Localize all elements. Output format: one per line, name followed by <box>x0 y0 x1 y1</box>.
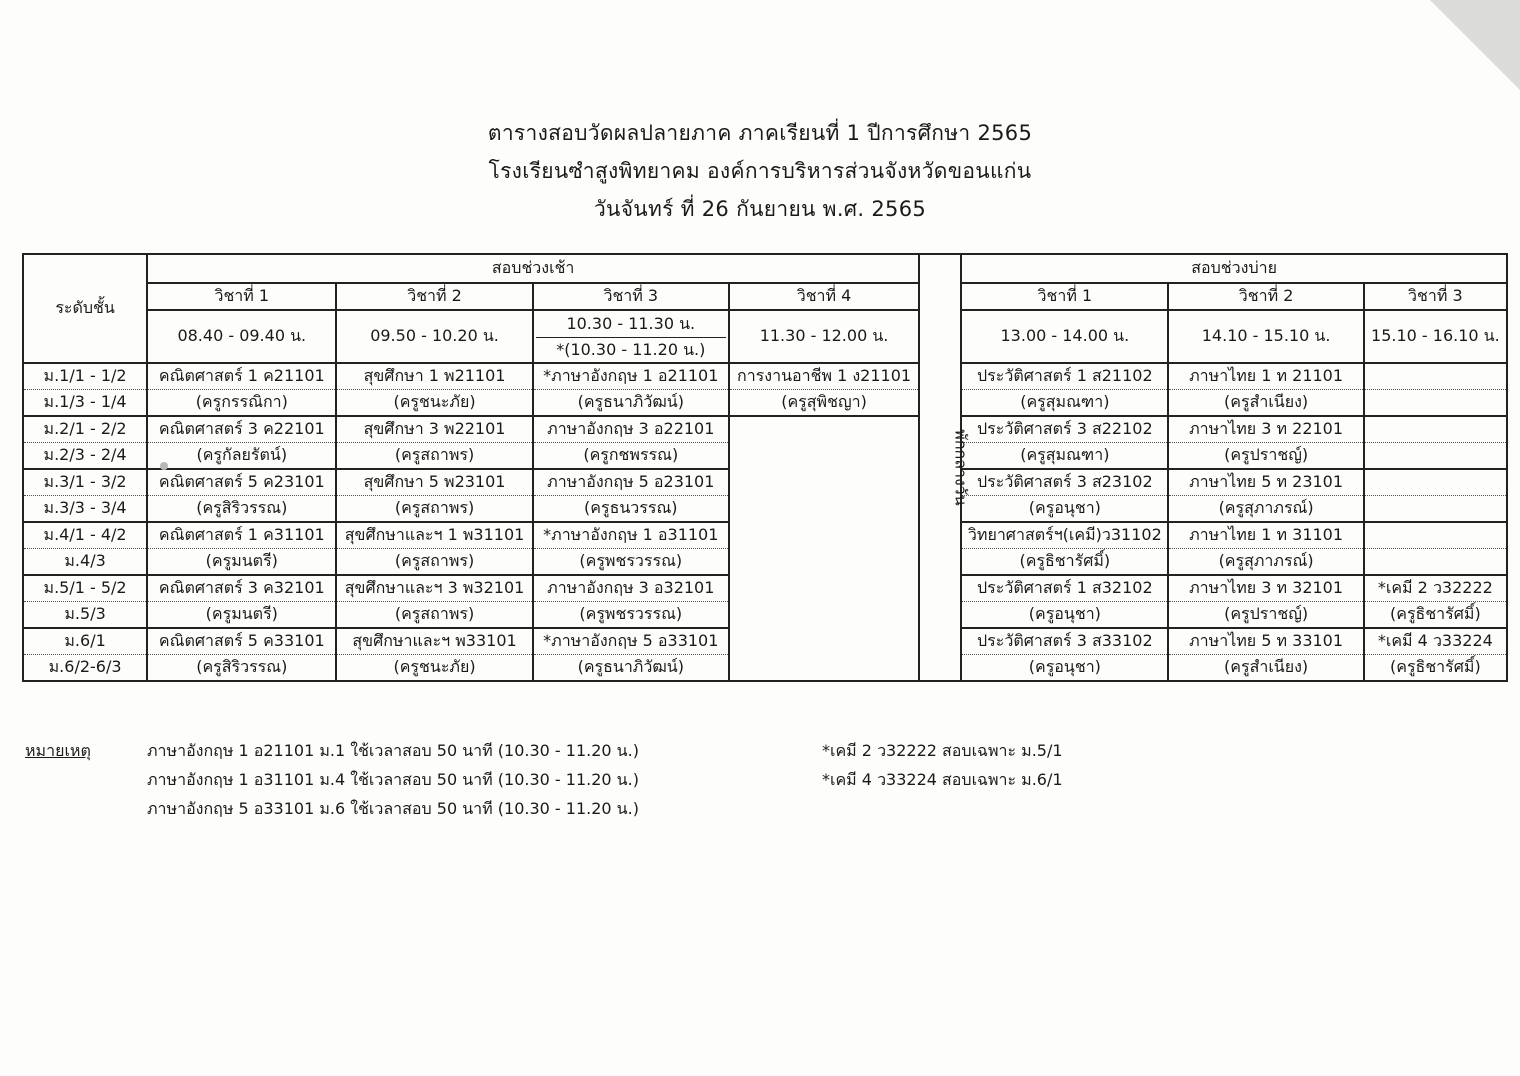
header-m-time-4 <box>729 310 919 363</box>
header-level: ระดับชั้น <box>23 254 147 363</box>
title-line-1: ตารางสอบวัดผลปลายภาค ภาคเรียนที่ 1 ปีการศึกษา 2565 <box>487 121 1033 145</box>
subject-cell: ภาษาไทย 1 ท 21101 <box>1168 363 1363 390</box>
table-row <box>23 602 1507 629</box>
subject-cell: คณิตศาสตร์ 5 ค33101 <box>147 628 336 655</box>
header-m-subject-3: วิชาที่ 3 <box>533 283 729 310</box>
teacher-cell: (ครูกชพรรณ) <box>533 443 729 470</box>
teacher-cell: (ครูสุมณฑา) <box>961 443 1168 470</box>
teacher-cell: (ครูอนุชา) <box>961 655 1168 682</box>
subject-cell: คณิตศาสตร์ 3 ค32101 <box>147 575 336 602</box>
note-line: ภาษาอังกฤษ 5 อ33101 ม.6 ใช้เวลาสอบ 50 นาที (10.30 - 11.20 น.) <box>147 799 639 818</box>
table-row <box>23 390 1507 417</box>
teacher-cell <box>1364 549 1507 576</box>
subject-cell: *ภาษาอังกฤษ 5 อ33101 <box>533 628 729 655</box>
subject-cell <box>729 575 919 602</box>
document-title <box>0 114 1520 228</box>
subject-cell <box>1364 469 1507 496</box>
subject-cell: คณิตศาสตร์ 3 ค22101 <box>147 416 336 443</box>
subject-cell <box>729 469 919 496</box>
table-row <box>23 628 1507 655</box>
header-m-subject-1: วิชาที่ 1 <box>147 283 336 310</box>
teacher-cell: (ครูสถาพร) <box>336 443 532 470</box>
table-row <box>23 549 1507 576</box>
subject-cell: *ภาษาอังกฤษ 1 อ31101 <box>533 522 729 549</box>
subject-cell <box>729 522 919 549</box>
teacher-cell: (ครูธนาภิวัฒน์) <box>533 390 729 417</box>
table-row <box>23 469 1507 496</box>
header-afternoon: สอบช่วงบ่าย <box>961 254 1507 283</box>
teacher-cell: (ครูธนวรรณ) <box>533 496 729 523</box>
note-line: *เคมี 2 ว32222 สอบเฉพาะ ม.5/1 <box>822 741 1063 760</box>
subject-cell: ภาษาอังกฤษ 3 อ32101 <box>533 575 729 602</box>
subject-cell: สุขศึกษา 5 พ23101 <box>336 469 532 496</box>
level-cell: ม.6/1 <box>23 628 147 655</box>
teacher-cell <box>729 496 919 523</box>
subject-cell <box>729 416 919 443</box>
subject-cell: ภาษาไทย 5 ท 33101 <box>1168 628 1363 655</box>
header-a-subject-1: วิชาที่ 1 <box>961 283 1168 310</box>
teacher-cell: (ครูปราชญ์) <box>1168 443 1363 470</box>
level-cell: ม.2/1 - 2/2 <box>23 416 147 443</box>
level-cell: ม.1/3 - 1/4 <box>23 390 147 417</box>
subject-cell: ภาษาอังกฤษ 5 อ23101 <box>533 469 729 496</box>
m-time-1: 08.40 - 09.40 น. <box>177 326 307 345</box>
notes-label: หมายเหตุ <box>25 741 91 760</box>
level-cell: ม.5/3 <box>23 602 147 629</box>
teacher-cell: (ครูอนุชา) <box>961 496 1168 523</box>
note-line: ภาษาอังกฤษ 1 อ31101 ม.4 ใช้เวลาสอบ 50 นาที (10.30 - 11.20 น.) <box>147 770 639 789</box>
teacher-cell: (ครูมนตรี) <box>147 602 336 629</box>
teacher-cell <box>729 602 919 629</box>
a-time-3: 15.10 - 16.10 น. <box>1371 326 1500 345</box>
scan-speck <box>160 462 168 470</box>
teacher-cell: (ครูสถาพร) <box>336 549 532 576</box>
header-a-time-3 <box>1364 310 1507 363</box>
header-m-time-1 <box>147 310 336 363</box>
subject-cell: ประวัติศาสตร์ 1 ส21102 <box>961 363 1168 390</box>
header-a-subject-3: วิชาที่ 3 <box>1364 283 1507 310</box>
teacher-cell <box>729 443 919 470</box>
note-line: ภาษาอังกฤษ 1 อ21101 ม.1 ใช้เวลาสอบ 50 นาที (10.30 - 11.20 น.) <box>147 741 639 760</box>
table-row <box>23 416 1507 443</box>
note-line: *เคมี 4 ว33224 สอบเฉพาะ ม.6/1 <box>822 770 1063 789</box>
subject-cell: *เคมี 4 ว33224 <box>1364 628 1507 655</box>
level-cell: ม.2/3 - 2/4 <box>23 443 147 470</box>
subject-cell: ภาษาไทย 3 ท 32101 <box>1168 575 1363 602</box>
teacher-cell: (ครูธิชารัศมิ์) <box>1364 602 1507 629</box>
header-morning: สอบช่วงเช้า <box>147 254 919 283</box>
teacher-cell: (ครูพชรวรรณ) <box>533 549 729 576</box>
notes-left <box>147 736 639 823</box>
subject-cell: *เคมี 2 ว32222 <box>1364 575 1507 602</box>
teacher-cell: (ครูปราชญ์) <box>1168 602 1363 629</box>
teacher-cell: (ครูสุภาภรณ์) <box>1168 549 1363 576</box>
subject-cell: การงานอาชีพ 1 ง21101 <box>729 363 919 390</box>
subject-cell: สุขศึกษาและฯ พ33101 <box>336 628 532 655</box>
subject-cell: ประวัติศาสตร์ 3 ส22102 <box>961 416 1168 443</box>
m-time-3-alt: *(10.30 - 11.20 น.) <box>556 340 706 359</box>
teacher-cell: (ครูสิริวรรณ) <box>147 655 336 682</box>
teacher-cell: (ครูมนตรี) <box>147 549 336 576</box>
teacher-cell: (ครูชนะภัย) <box>336 390 532 417</box>
level-cell: ม.3/1 - 3/2 <box>23 469 147 496</box>
header-m-time-3 <box>533 310 729 363</box>
header-a-subject-2: วิชาที่ 2 <box>1168 283 1363 310</box>
teacher-cell <box>1364 496 1507 523</box>
teacher-cell: (ครูอนุชา) <box>961 602 1168 629</box>
teacher-cell: (ครูสิริวรรณ) <box>147 496 336 523</box>
teacher-cell: (ครูกรรณิกา) <box>147 390 336 417</box>
header-m-time-2 <box>336 310 532 363</box>
level-cell: ม.3/3 - 3/4 <box>23 496 147 523</box>
table-row <box>23 522 1507 549</box>
table-row <box>23 443 1507 470</box>
level-cell: ม.4/3 <box>23 549 147 576</box>
notes-right <box>822 736 1063 794</box>
exam-schedule-table <box>22 253 1508 682</box>
teacher-cell <box>1364 390 1507 417</box>
header-m-subject-2: วิชาที่ 2 <box>336 283 532 310</box>
subject-cell: สุขศึกษาและฯ 3 พ32101 <box>336 575 532 602</box>
a-time-2: 14.10 - 15.10 น. <box>1201 326 1331 345</box>
subject-cell <box>1364 416 1507 443</box>
table-row <box>23 363 1507 390</box>
table-row <box>23 496 1507 523</box>
subject-cell: ประวัติศาสตร์ 3 ส33102 <box>961 628 1168 655</box>
subject-cell: ภาษาอังกฤษ 3 อ22101 <box>533 416 729 443</box>
teacher-cell: (ครูสำเนียง) <box>1168 655 1363 682</box>
teacher-cell: (ครูธนาภิวัฒน์) <box>533 655 729 682</box>
subject-cell: ประวัติศาสตร์ 1 ส32102 <box>961 575 1168 602</box>
teacher-cell: (ครูสุมณฑา) <box>961 390 1168 417</box>
teacher-cell: (ครูพชรวรรณ) <box>533 602 729 629</box>
subject-cell: ประวัติศาสตร์ 3 ส23102 <box>961 469 1168 496</box>
subject-cell: สุขศึกษาและฯ 1 พ31101 <box>336 522 532 549</box>
subject-cell: ภาษาไทย 1 ท 31101 <box>1168 522 1363 549</box>
level-cell: ม.4/1 - 4/2 <box>23 522 147 549</box>
header-m-subject-4: วิชาที่ 4 <box>729 283 919 310</box>
m-time-4: 11.30 - 12.00 น. <box>759 326 889 345</box>
teacher-cell: (ครูสถาพร) <box>336 496 532 523</box>
subject-cell: สุขศึกษา 3 พ22101 <box>336 416 532 443</box>
level-cell: ม.1/1 - 1/2 <box>23 363 147 390</box>
subject-cell: คณิตศาสตร์ 1 ค21101 <box>147 363 336 390</box>
teacher-cell <box>729 655 919 682</box>
m-time-3: 10.30 - 11.30 น. <box>536 311 726 338</box>
subject-cell <box>729 628 919 655</box>
table-row <box>23 575 1507 602</box>
level-cell: ม.5/1 - 5/2 <box>23 575 147 602</box>
subject-cell: ภาษาไทย 3 ท 22101 <box>1168 416 1363 443</box>
subject-cell: วิทยาศาสตร์ฯ(เคมี)ว31102 <box>961 522 1168 549</box>
subject-cell: *ภาษาอังกฤษ 1 อ21101 <box>533 363 729 390</box>
teacher-cell: (ครูสุภาภรณ์) <box>1168 496 1363 523</box>
lunch-break-label: พักกลางวัน <box>951 429 971 506</box>
title-line-2: โรงเรียนซำสูงพิทยาคม องค์การบริหารส่วนจังหวัดขอนแก่น <box>488 159 1032 183</box>
header-a-time-2 <box>1168 310 1363 363</box>
subject-cell: คณิตศาสตร์ 1 ค31101 <box>147 522 336 549</box>
subject-cell: ภาษาไทย 5 ท 23101 <box>1168 469 1363 496</box>
teacher-cell: (ครูกัลยรัตน์) <box>147 443 336 470</box>
teacher-cell <box>729 549 919 576</box>
lunch-break-column <box>919 254 971 681</box>
subject-cell <box>1364 363 1507 390</box>
teacher-cell <box>1364 443 1507 470</box>
subject-cell <box>1364 522 1507 549</box>
teacher-cell: (ครูชนะภัย) <box>336 655 532 682</box>
teacher-cell: (ครูสุพิชญา) <box>729 390 919 417</box>
title-line-3: วันจันทร์ ที่ 26 กันยายน พ.ศ. 2565 <box>593 197 927 221</box>
teacher-cell: (ครูสถาพร) <box>336 602 532 629</box>
level-cell: ม.6/2-6/3 <box>23 655 147 682</box>
header-a-time-1 <box>961 310 1168 363</box>
table-row <box>23 655 1507 682</box>
page-corner-fold <box>1430 0 1520 90</box>
teacher-cell: (ครูธิชารัศมิ์) <box>1364 655 1507 682</box>
subject-cell: คณิตศาสตร์ 5 ค23101 <box>147 469 336 496</box>
m-time-2: 09.50 - 10.20 น. <box>370 326 499 345</box>
a-time-1: 13.00 - 14.00 น. <box>1000 326 1130 345</box>
subject-cell: สุขศึกษา 1 พ21101 <box>336 363 532 390</box>
teacher-cell: (ครูธิชารัศมิ์) <box>961 549 1168 576</box>
teacher-cell: (ครูสำเนียง) <box>1168 390 1363 417</box>
